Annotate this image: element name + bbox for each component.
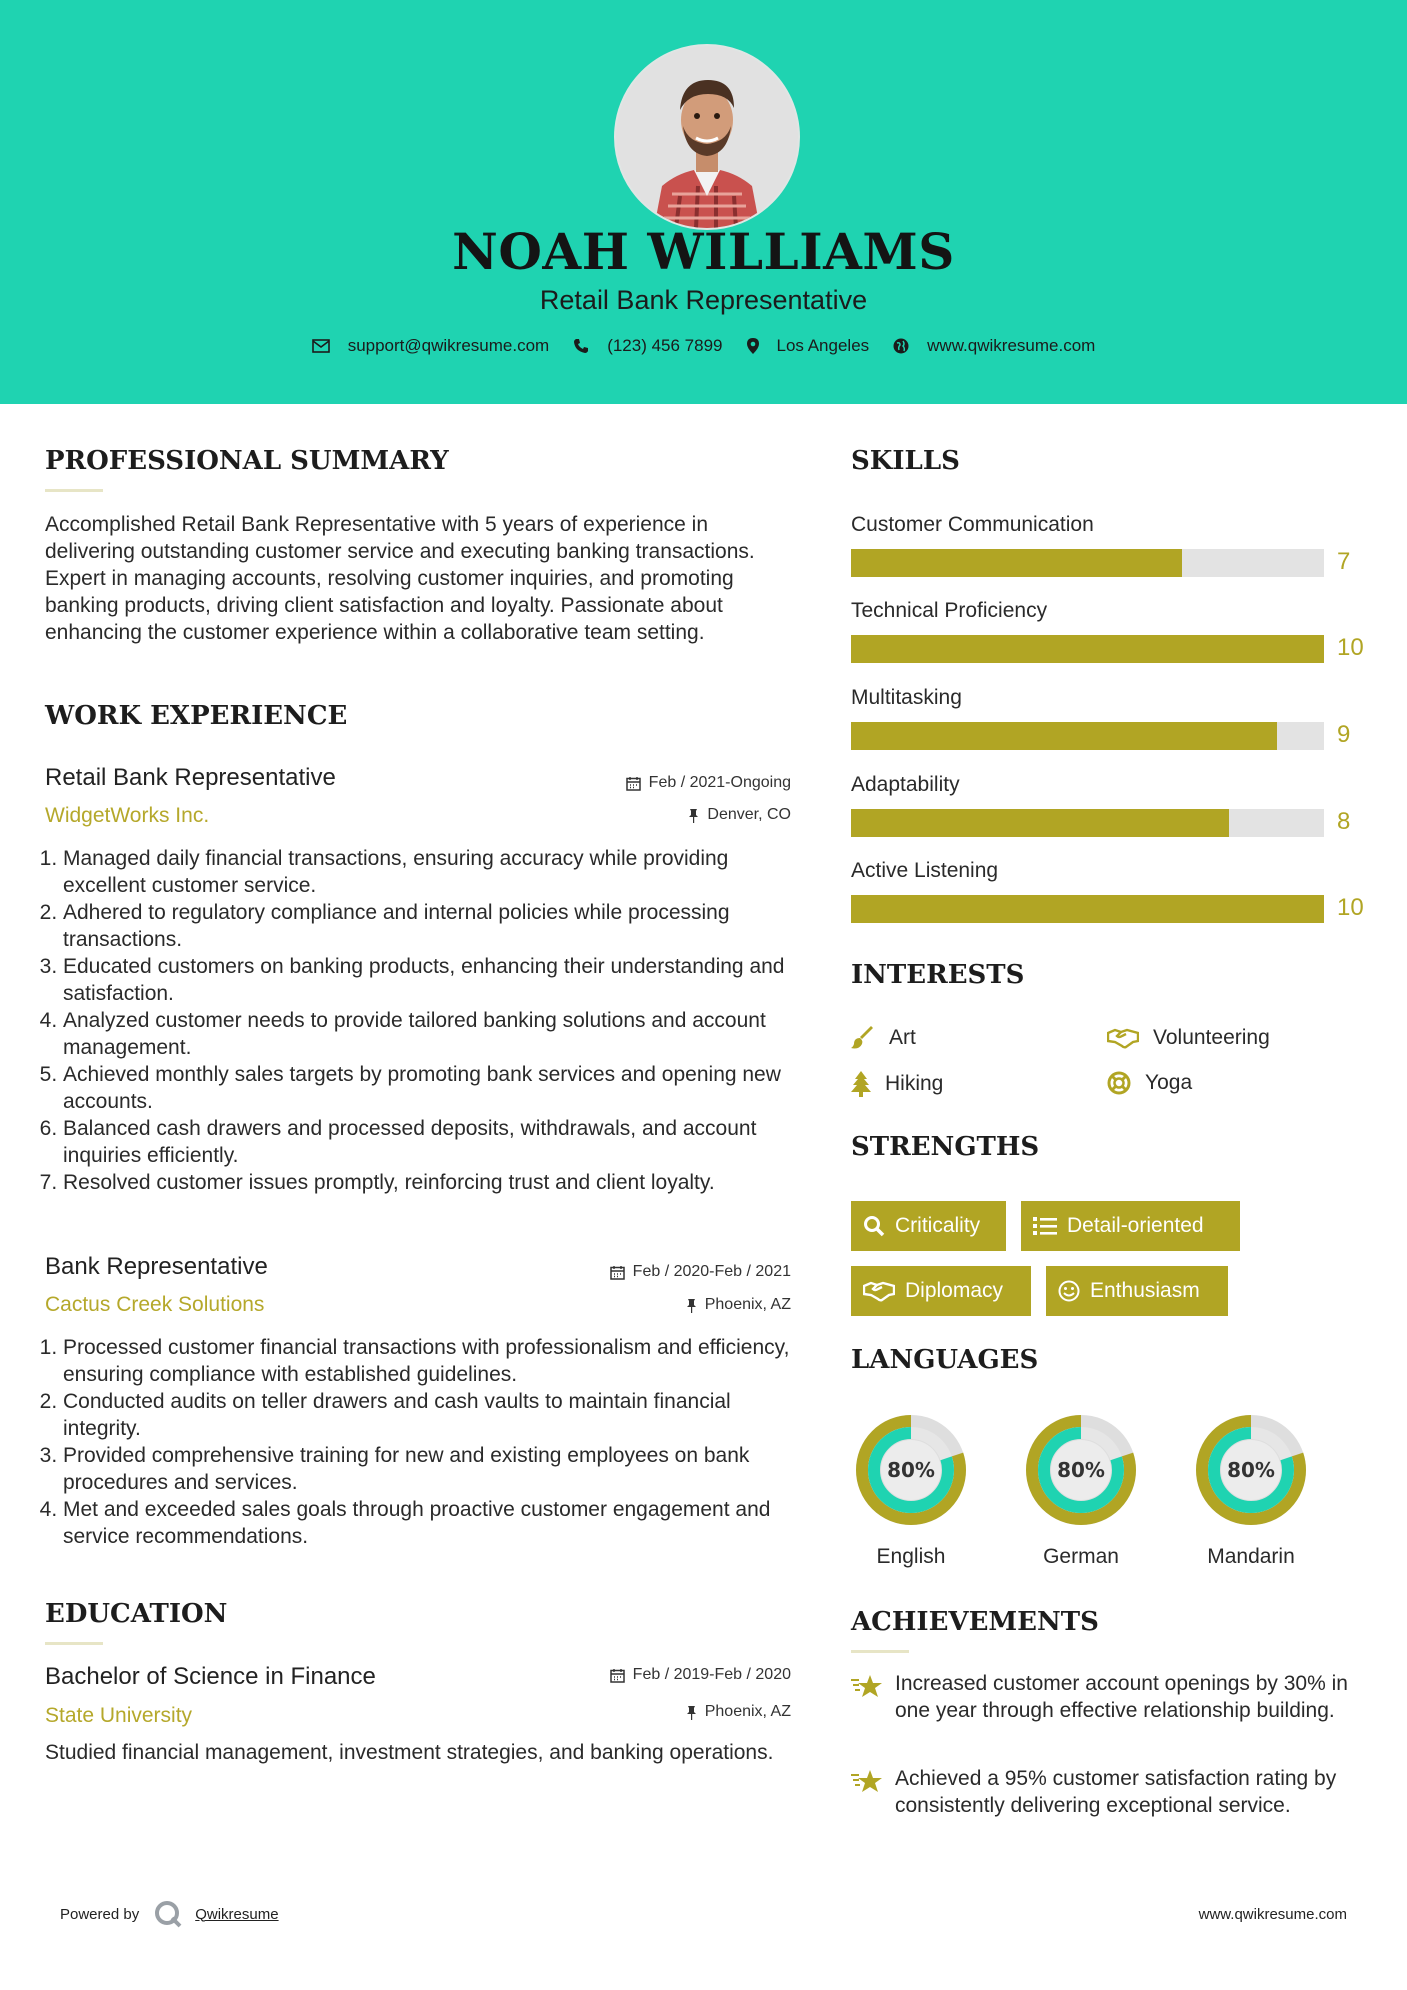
skill-score: 10 xyxy=(1337,894,1364,921)
globe-icon xyxy=(893,338,909,354)
list-item: 4. Analyzed customer needs to provide tailored banking solutions and account management. xyxy=(63,1007,808,1061)
smile-icon xyxy=(1058,1280,1080,1302)
skill-bar-fill xyxy=(851,549,1182,577)
skill-bar-fill xyxy=(851,722,1277,750)
contact-location xyxy=(747,336,870,356)
footer-branding xyxy=(60,1899,279,1929)
contact-bar xyxy=(0,336,1407,356)
skills-title: SKILLS xyxy=(851,446,960,476)
list-item: 3. Educated customers on banking products, enhancing their understanding and satisfaction. xyxy=(63,953,808,1007)
job-company-2: Cactus Creek Solutions xyxy=(45,1293,265,1316)
paintbrush-icon xyxy=(851,1026,875,1050)
phone-icon xyxy=(573,338,589,354)
handshake-icon xyxy=(1107,1027,1139,1049)
list-item: 7. Resolved customer issues promptly, reinforcing trust and client loyalty. xyxy=(63,1169,808,1196)
contact-phone[interactable] xyxy=(573,336,722,356)
education-date-text: Feb / 2019-Feb / 2020 xyxy=(632,1666,791,1683)
header-banner xyxy=(0,0,1407,404)
pushpin-icon xyxy=(686,1298,697,1313)
tree-icon xyxy=(851,1071,871,1097)
handshake-icon xyxy=(863,1280,895,1302)
email-text: support@qwikresume.com xyxy=(347,336,550,355)
website-text: www.qwikresume.com xyxy=(927,336,1096,355)
lifebuoy-icon xyxy=(1107,1071,1131,1095)
interest-art xyxy=(851,1026,916,1050)
job-place-text-1: Denver, CO xyxy=(707,806,791,823)
calendar-icon xyxy=(626,776,641,791)
achievement-item-1 xyxy=(851,1670,1371,1724)
interest-label: Hiking xyxy=(885,1072,944,1095)
achievements-underline xyxy=(851,1650,909,1653)
job-place-text-2: Phoenix, AZ xyxy=(704,1296,791,1313)
interest-label: Volunteering xyxy=(1153,1026,1270,1049)
strength-label: Enthusiasm xyxy=(1090,1279,1200,1302)
phone-text: (123) 456 7899 xyxy=(607,336,723,355)
language-label: Mandarin xyxy=(1207,1545,1295,1568)
interest-volunteering xyxy=(1107,1026,1270,1050)
location-text: Los Angeles xyxy=(776,336,870,355)
strength-enthusiasm xyxy=(1046,1266,1228,1316)
footer-url[interactable]: www.qwikresume.com xyxy=(1198,1906,1347,1923)
job-date-text-1: Feb / 2021-Ongoing xyxy=(648,774,791,791)
qwikresume-logo xyxy=(153,1899,183,1929)
powered-by-text: Powered by xyxy=(60,1905,140,1923)
list-item: 1. Processed customer financial transactions with professionalism and efficiency, ensuring compliance with established guidelines. xyxy=(63,1334,808,1388)
search-icon xyxy=(863,1215,885,1237)
skill-bar-fill xyxy=(851,635,1324,663)
interest-hiking xyxy=(851,1071,943,1097)
skill-label: Adaptability xyxy=(851,773,960,796)
skill-bar-track xyxy=(851,549,1324,577)
star-icon xyxy=(851,1767,883,1795)
strengths-title: STRENGTHS xyxy=(851,1132,1040,1162)
job-company-1: WidgetWorks Inc. xyxy=(45,804,210,827)
strength-criticality xyxy=(851,1201,1006,1251)
interest-yoga xyxy=(1107,1071,1192,1095)
job-title-2: Bank Representative xyxy=(45,1253,268,1280)
job-date-2 xyxy=(610,1263,791,1281)
skill-bar-fill xyxy=(851,895,1324,923)
skill-score: 10 xyxy=(1337,634,1364,661)
strength-label: Criticality xyxy=(895,1214,981,1237)
work-title: WORK EXPERIENCE xyxy=(45,701,348,731)
skill-bar-track xyxy=(851,809,1324,837)
language-percent: 80% xyxy=(1057,1458,1105,1482)
skill-label: Active Listening xyxy=(851,859,999,882)
list-item: 3. Provided comprehensive training for new and existing employees on bank procedures and services. xyxy=(63,1442,808,1496)
language-label: German xyxy=(1043,1545,1119,1568)
interest-label: Yoga xyxy=(1145,1071,1193,1094)
skill-label: Multitasking xyxy=(851,686,962,709)
candidate-role: Retail Bank Representative xyxy=(539,285,868,315)
job-bullets-1 xyxy=(45,845,808,1196)
brand-link[interactable]: Qwikresume xyxy=(195,1905,279,1923)
job-place-1 xyxy=(688,806,791,824)
summary-underline xyxy=(45,489,103,492)
language-donut xyxy=(1191,1410,1311,1530)
achievement-text: Achieved a 95% customer satisfaction rating by consistently delivering exceptional service. xyxy=(895,1767,1337,1817)
profile-photo xyxy=(616,46,798,228)
envelope-icon xyxy=(312,339,330,353)
list-item: 2. Conducted audits on teller drawers and cash vaults to maintain financial integrity. xyxy=(63,1388,808,1442)
interest-label: Art xyxy=(889,1026,916,1049)
skill-score: 8 xyxy=(1337,808,1351,835)
achievement-item-2 xyxy=(851,1765,1371,1819)
language-donut xyxy=(851,1410,971,1530)
contact-email[interactable] xyxy=(312,336,550,356)
skill-label: Technical Proficiency xyxy=(851,599,1048,622)
interests-title: INTERESTS xyxy=(851,960,1025,990)
language-percent: 80% xyxy=(1227,1458,1275,1482)
education-place-text: Phoenix, AZ xyxy=(704,1703,791,1720)
list-item: 5. Achieved monthly sales targets by promoting bank services and opening new accounts. xyxy=(63,1061,808,1115)
skill-score: 9 xyxy=(1337,721,1351,748)
strength-label: Detail-oriented xyxy=(1067,1214,1204,1237)
job-date-text-2: Feb / 2020-Feb / 2021 xyxy=(632,1263,791,1280)
contact-website[interactable] xyxy=(893,336,1095,356)
strength-label: Diplomacy xyxy=(905,1279,1004,1302)
job-bullets-2 xyxy=(45,1334,808,1550)
map-pin-icon xyxy=(747,338,759,354)
list-item: 6. Balanced cash drawers and processed deposits, withdrawals, and account inquiries efficiently. xyxy=(63,1115,808,1169)
education-title: EDUCATION xyxy=(45,1599,228,1629)
list-item: 1. Managed daily financial transactions, ensuring accuracy while providing excellent customer service. xyxy=(63,845,808,899)
job-place-2 xyxy=(686,1296,791,1314)
calendar-icon xyxy=(610,1668,625,1683)
pushpin-icon xyxy=(686,1705,697,1720)
education-text: Studied financial management, investment strategies, and banking operations. xyxy=(45,1741,774,1764)
list-icon xyxy=(1033,1216,1057,1236)
job-date-1 xyxy=(626,774,791,792)
languages-title: LANGUAGES xyxy=(851,1345,1039,1375)
language-label: English xyxy=(876,1545,946,1568)
summary-text: Accomplished Retail Bank Representative with 5 years of experience in delivering outstanding customer service and executing banking transactions. Expert in managing accounts, resolving customer inquiries, and promoting banking products, driving client satisfaction and loyalty. Passionate about enhancing the customer experience within a collaborative team setting. xyxy=(45,513,755,644)
achievement-text: Increased customer account openings by 30% in one year through effective relationship building. xyxy=(895,1672,1348,1722)
language-donut xyxy=(1021,1410,1141,1530)
degree-title: Bachelor of Science in Finance xyxy=(45,1663,376,1690)
list-item: 2. Adhered to regulatory compliance and internal policies while processing transactions. xyxy=(63,899,808,953)
language-percent: 80% xyxy=(887,1458,935,1482)
achievements-title: ACHIEVEMENTS xyxy=(851,1607,1099,1637)
strength-diplomacy xyxy=(851,1266,1031,1316)
star-icon xyxy=(851,1672,883,1700)
calendar-icon xyxy=(610,1265,625,1280)
skill-bar-fill xyxy=(851,809,1229,837)
school-name: State University xyxy=(45,1704,193,1727)
education-place xyxy=(686,1703,791,1721)
education-date xyxy=(610,1666,791,1684)
skill-bar-track xyxy=(851,722,1324,750)
avatar xyxy=(614,44,800,230)
education-underline xyxy=(45,1642,103,1645)
list-item: 4. Met and exceeded sales goals through proactive customer engagement and service recommendations. xyxy=(63,1496,808,1550)
strength-detail-oriented xyxy=(1021,1201,1240,1251)
summary-title: PROFESSIONAL SUMMARY xyxy=(45,446,449,476)
candidate-name: NOAH WILLIAMS xyxy=(452,222,955,281)
skill-bar-track xyxy=(851,635,1324,663)
skill-score: 7 xyxy=(1337,548,1351,575)
skill-bar-track xyxy=(851,895,1324,923)
job-title-1: Retail Bank Representative xyxy=(45,764,336,791)
skill-label: Customer Communication xyxy=(851,513,1094,536)
pushpin-icon xyxy=(688,808,699,823)
